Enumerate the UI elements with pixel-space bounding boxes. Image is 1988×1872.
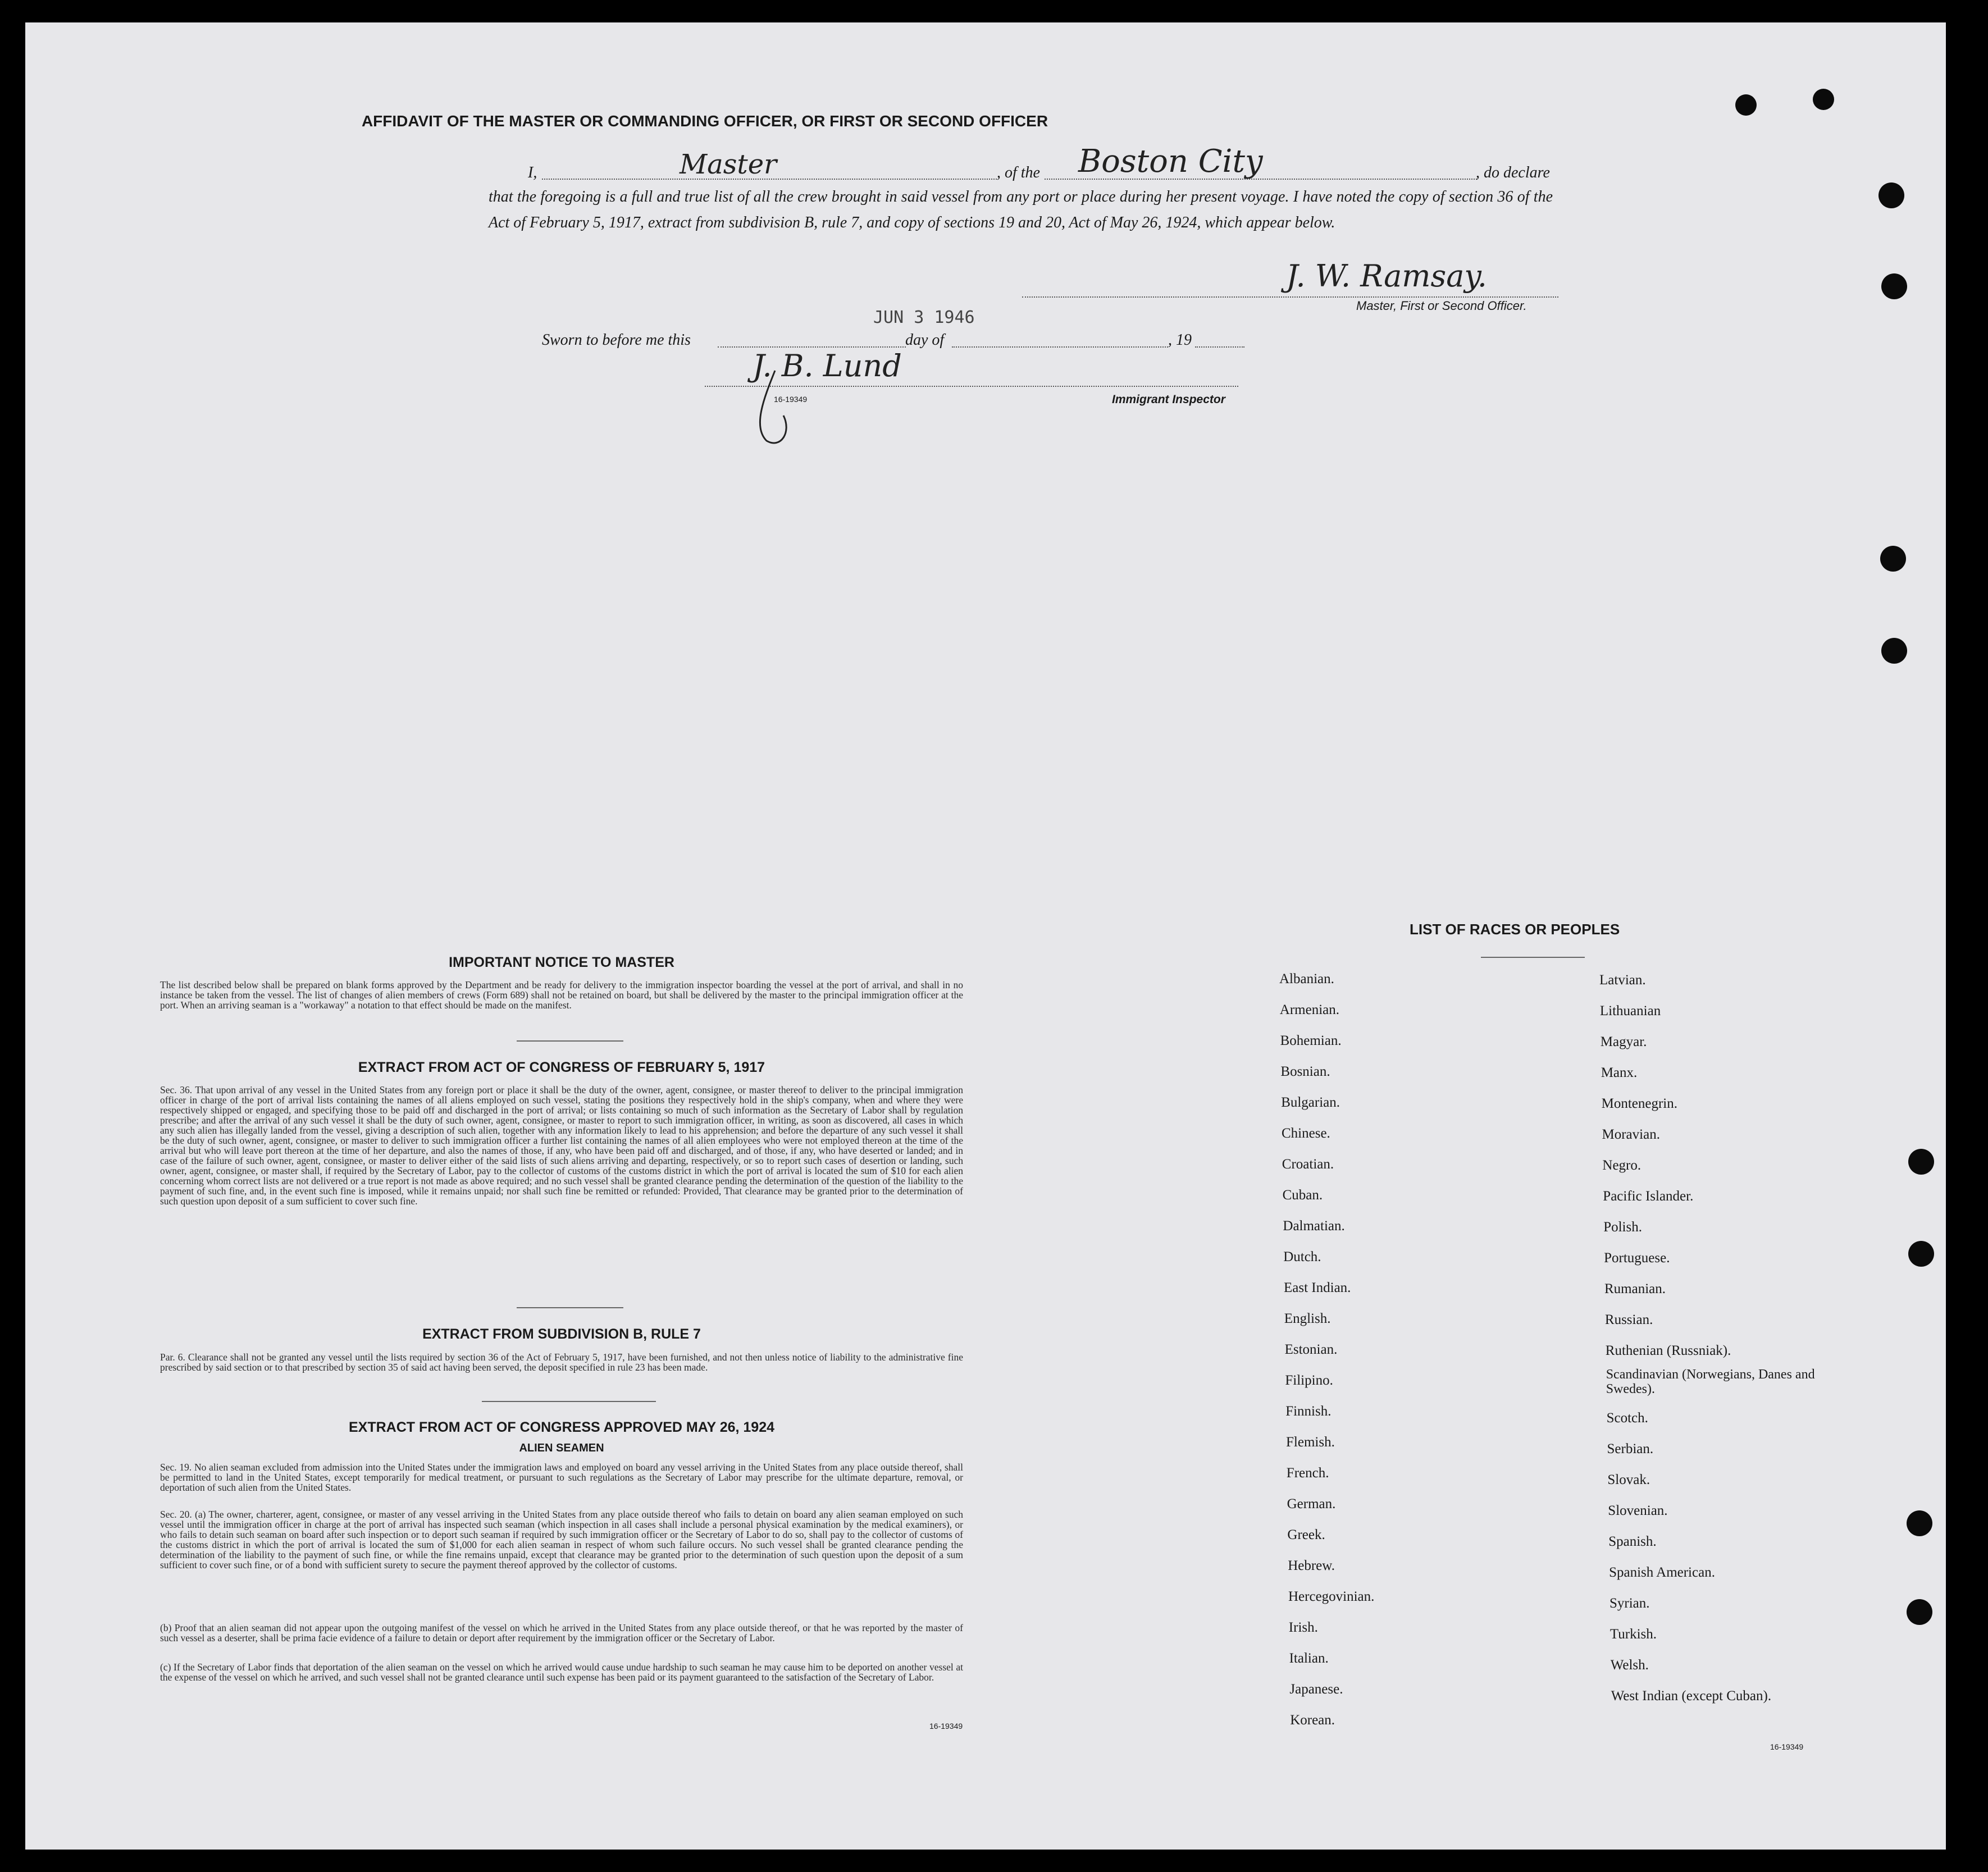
officer-caption: Master, First or Second Officer. (1356, 299, 1527, 313)
affidavit-title: AFFIDAVIT OF THE MASTER OR COMMANDING OFFICER, OR FIRST OR SECOND OFFICER (361, 112, 1048, 130)
race-item: Latvian. (1599, 972, 1646, 988)
subdivision-text: Par. 6. Clearance shall not be granted any vessel until the lists required by section 36 of the Act of February 5, 1917, have been furnished, and not then unless notice of liability to the administrative fine prescribed by said section or to that prescribed by section 35 of said act having been served, the deposit specified in rule 23 has been made. (160, 1352, 963, 1373)
year-prefix: , 19 (1168, 331, 1192, 349)
race-item: West Indian (except Cuban). (1611, 1688, 1772, 1704)
race-item: Syrian. (1609, 1596, 1650, 1611)
inspector-caption: Immigrant Inspector (1112, 393, 1225, 406)
race-item: Bosnian. (1280, 1064, 1330, 1079)
sec-19-text: Sec. 19. No alien seaman excluded from admission into the United States under the immigration laws and employed on board any vessel arriving in the United States from any place outside thereof, shall be permitted to land in the United States, except temporarily for medical treatment, or pursuant to such regulations as the Secretary of Labor may prescribe for the ultimate departure, removal, or deportation of such alien from the United States. (160, 1462, 963, 1493)
sworn-day-line (718, 346, 906, 348)
race-item: Polish. (1603, 1220, 1642, 1235)
race-item: Dutch. (1283, 1249, 1321, 1264)
do-declare-label: , do declare (1476, 164, 1550, 181)
punch-hole (1813, 89, 1834, 110)
of-the-label: , of the (997, 164, 1040, 181)
punch-hole (1881, 273, 1907, 299)
officer-signature-line (1022, 296, 1558, 298)
notice-text: The list described below shall be prepared on blank forms approved by the Department and be ready for delivery to the immigration inspector boarding the vessel at the port of arrival, and shall in no instance be taken from the vessel. The list of changes of alien members of crews (Form 689) shall not be retained on board, but shall be delivered by the master to the principal immigration officer at the port. When an arriving seaman is a "workaway" a notation to that effect should be made on the manifest. (160, 979, 963, 1011)
race-item: Hebrew. (1288, 1558, 1335, 1573)
race-item: Lithuanian (1599, 1003, 1661, 1019)
punch-hole (1907, 1599, 1932, 1625)
race-item: English. (1284, 1311, 1331, 1326)
race-item: East Indian. (1284, 1280, 1351, 1295)
race-item: Serbian. (1607, 1441, 1654, 1456)
punch-hole (1907, 1510, 1932, 1536)
race-item: Scotch. (1606, 1410, 1648, 1426)
divider (1481, 957, 1585, 958)
race-item: Slovenian. (1608, 1503, 1668, 1518)
race-item: Albanian. (1279, 971, 1334, 987)
race-item: Bohemian. (1280, 1033, 1342, 1048)
divider (517, 1307, 623, 1308)
inspector-signature: J. B. Lund (753, 348, 902, 383)
race-item: Korean. (1290, 1713, 1335, 1728)
handwritten-vessel: Boston City (1078, 143, 1263, 180)
day-of-label: day of (905, 331, 945, 349)
race-item: Scandinavian (Norwegians, Danes and Swedes). (1606, 1367, 1815, 1396)
subdivision-heading: EXTRACT FROM SUBDIVISION B, RULE 7 (422, 1326, 701, 1342)
races-heading: LIST OF RACES OR PEOPLES (1410, 921, 1620, 938)
race-item: Filipino. (1285, 1373, 1333, 1388)
race-item: Japanese. (1289, 1682, 1343, 1697)
race-item: Hercegovinian. (1288, 1589, 1375, 1604)
sworn-label: Sworn to before me this (542, 331, 691, 349)
race-item: Chinese. (1282, 1126, 1330, 1141)
punch-hole (1878, 182, 1904, 208)
race-item: Pacific Islander. (1603, 1189, 1694, 1204)
affidavit-body: that the foregoing is a full and true list of all the crew brought in said vessel from any port or place during her present voyage. I have noted the copy of section 36 of the Act of February 5, 1917, extract from subdivision B, rule 7, and copy of sections 19 and 20, Act of May 26, 1924, which appear below. (489, 188, 1553, 231)
race-item: Russian. (1604, 1312, 1653, 1327)
year-line (1195, 346, 1244, 348)
race-item: Armenian. (1279, 1002, 1340, 1017)
race-item: Moravian. (1602, 1127, 1660, 1142)
race-item: Slovak. (1607, 1472, 1650, 1487)
sec-20a-text: Sec. 20. (a) The owner, charterer, agent, consignee, or master of any vessel arriving in the United States from any place outside thereof who fails to detain on board any alien seaman employed on such vessel until the immigration officer in charge at the port of arrival has inspected such seaman (which inspection in all cases shall include a personal physical examination by the medical examiners), or who fails to detain such seaman on board after such inspection or to deport such seaman if required by such immigration officer or the Secretary of Labor to do so, shall pay to the collector of customs of the customs district in which the port of arrival is located the sum of $1,000 for each alien seaman in respect of whom such failure occurs. No such vessel shall be granted clearance pending the determination of the liability to the payment of such fine, or while the fine remains unpaid, except that clearance may be granted prior to the determination of such question upon the deposit of a sum sufficient to cover such fine, or of a bond with sufficient surety to secure the payment thereof approved by the collector of customs. (160, 1509, 963, 1570)
race-item: Flemish. (1286, 1435, 1335, 1450)
punch-hole (1908, 1149, 1934, 1175)
race-item: Montenegrin. (1601, 1096, 1677, 1111)
race-item: Dalmatian. (1283, 1218, 1345, 1234)
race-item: Cuban. (1282, 1188, 1323, 1203)
form-number: 16-19349 (929, 1722, 963, 1731)
race-item: Irish. (1288, 1620, 1318, 1635)
officer-signature: J. W. Ramsay. (1286, 258, 1487, 294)
i-label: I, (528, 164, 537, 181)
punch-hole (1908, 1241, 1934, 1267)
race-item: Rumanian. (1604, 1281, 1666, 1296)
race-item: Croatian. (1282, 1157, 1334, 1172)
race-item: Manx. (1601, 1065, 1638, 1080)
sec-20b-text: (b) Proof that an alien seaman did not appear upon the outgoing manifest of the vessel on which he arrived in the United States from any place outside thereof, or that he was reported by the master of such vessel as a deserter, shall be prima facie evidence of a failure to detain or deport after requirement by the immigration officer or the Secretary of Labor. (160, 1622, 963, 1643)
handwritten-rank: Master (680, 149, 777, 180)
race-item: Spanish American. (1609, 1565, 1715, 1580)
punch-hole (1880, 546, 1906, 572)
race-item: Finnish. (1285, 1404, 1332, 1419)
punch-hole (1881, 638, 1907, 664)
extract-1917-text: Sec. 36. That upon arrival of any vessel in the United States from any foreign port or place it shall be the duty of the owner, agent, consignee, or master thereof to deliver to the principal immigration officer in charge of the port of arrival lists containing the names of all aliens employed on such vessel, stating the positions they respectively hold in the ship's company, when and where they were respectively shipped or engaged, and specifying those to be paid off and discharged in the port of arrival; or lists containing so much of such information as the Secretary of Labor shall by regulation prescribe; and after the arrival of any such vessel it shall be the duty of such owner, agent, consignee, or master to report to such immigration officer, in writing, as soon as discovered, all cases in which any such alien has illegally landed from the vessel, giving a description of such alien, together with any information likely to lead to his apprehension; and before the departure of any such vessel it shall be the duty of such owner, agent, consignee, or master to deliver to such immigration officer a further list containing the names of all alien employees who were not employed thereon at the time of the arrival but who will leave port thereon at the time of her departure, and also the names of those, if any, who have been paid off and discharged, and of those, if any, who have deserted or landed; and in case of the failure of such owner, agent, consignee, or master to deliver either of the said lists of such aliens arriving and departing, respectively, or so to report such cases of desertion or landing, such owner, agent, consignee, or master shall, if required by the Secretary of Labor, pay to the collector of customs of the customs district in which the port of arrival is located the sum of $10 for each alien concerning whom correct lists are not delivered or a true report is not made as above required; and no such vessel shall be granted clearance pending the determination of the question of the liability to the payment of such fine, and, in the event such fine is imposed, while it remains unpaid; nor shall such fine be remitted or refunded: Provided, That clearance may be granted prior to the determination of such question upon deposit of a sum sufficient to cover such fine. (160, 1084, 963, 1207)
race-item: Portuguese. (1604, 1250, 1670, 1266)
race-item: Ruthenian (Russniak). (1605, 1343, 1731, 1358)
race-item: Magyar. (1600, 1034, 1647, 1049)
alien-seamen-subheading: ALIEN SEAMEN (519, 1442, 604, 1454)
signature-flourish (741, 365, 831, 449)
date-stamp: JUN 3 1946 (873, 308, 975, 327)
extract-1924-heading: EXTRACT FROM ACT OF CONGRESS APPROVED MAY 26, 1924 (348, 1419, 775, 1435)
divider (482, 1401, 656, 1402)
race-item: German. (1287, 1496, 1336, 1512)
race-item: Spanish. (1608, 1534, 1657, 1549)
race-item: Bulgarian. (1281, 1095, 1340, 1110)
race-item: Welsh. (1610, 1658, 1649, 1673)
race-item: Greek. (1287, 1527, 1325, 1542)
notice-heading: IMPORTANT NOTICE TO MASTER (449, 955, 674, 970)
sec-20c-text: (c) If the Secretary of Labor finds that deportation of the alien seaman on the vessel on which he arrived would cause undue hardship to such seaman he may cause him to be deported on another vessel at the expense of the vessel on which he arrived, and such vessel shall not be granted clearance until such expense has been paid or its payment guaranteed to the satisfaction of the Secretary of Labor. (160, 1661, 963, 1683)
punch-hole (1735, 94, 1757, 116)
race-item: Estonian. (1284, 1342, 1338, 1357)
extract-1917-heading: EXTRACT FROM ACT OF CONGRESS OF FEBRUARY 5, 1917 (358, 1060, 765, 1075)
race-item: Italian. (1289, 1651, 1329, 1666)
race-item: Negro. (1602, 1158, 1642, 1173)
race-item: Turkish. (1609, 1627, 1657, 1642)
month-line (952, 346, 1168, 348)
races-form-number: 16-19349 (1770, 1742, 1804, 1751)
divider (517, 1040, 623, 1042)
form-number-small: 16-19349 (774, 395, 808, 404)
race-item: French. (1286, 1465, 1329, 1481)
